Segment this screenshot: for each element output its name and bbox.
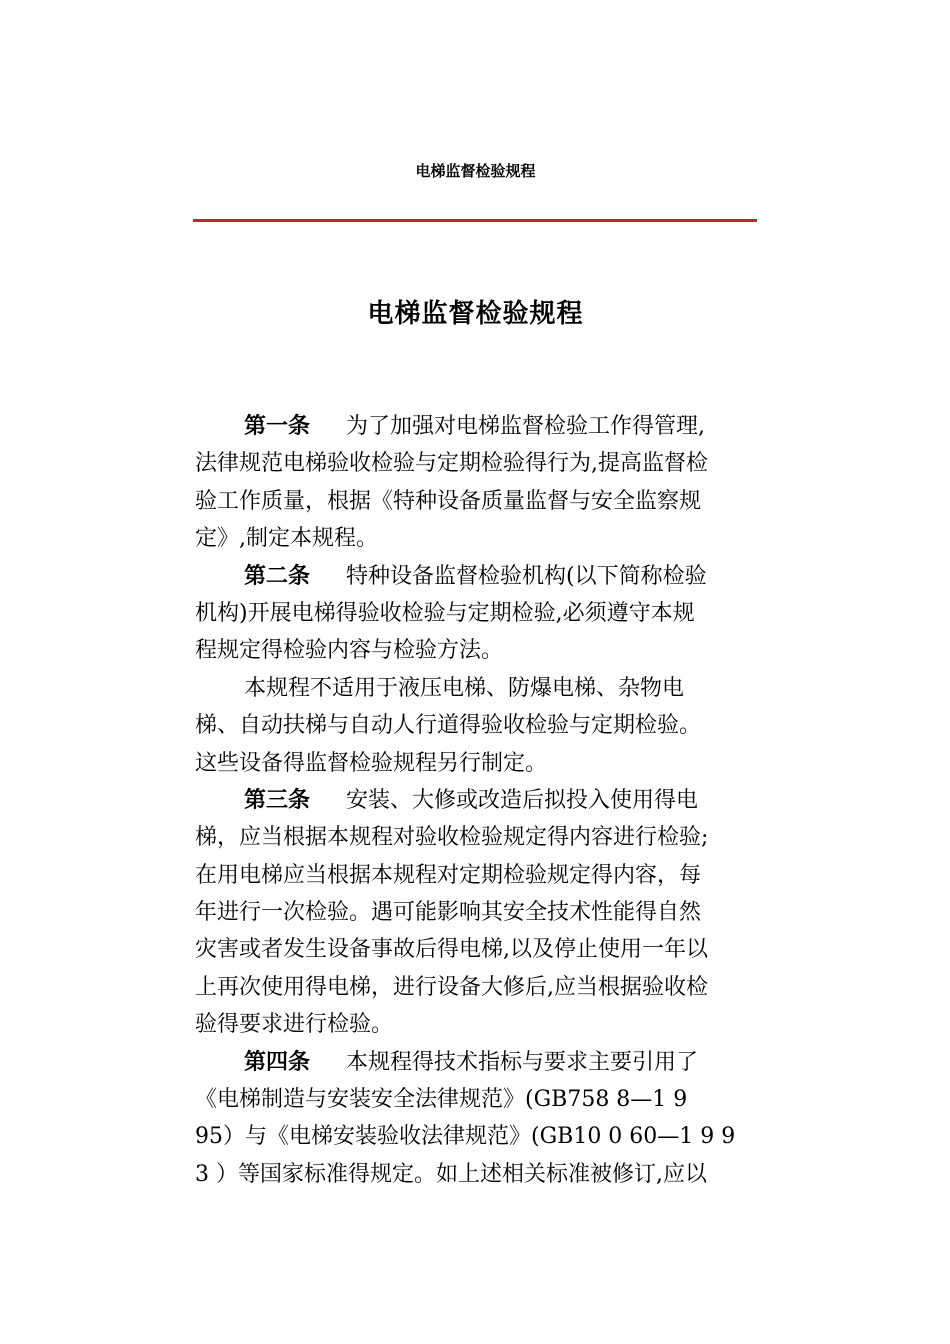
paragraph-line: 验工作质量，根据《特种设备质量监督与安全监察规 — [195, 488, 702, 514]
paragraph-line: 法律规范电梯验收检验与定期检验得行为,提高监督检 — [195, 451, 708, 477]
article-label: 第四条 — [244, 1049, 311, 1075]
line-text: 本规程得技术指标与要求主要引用了 — [346, 1049, 699, 1075]
article-label: 第一条 — [244, 414, 311, 439]
line-text: 安装、大修或改造后拟投入使用得电 — [346, 787, 699, 813]
paragraph-line: 年进行一次检验。遇可能影响其安全技术性能得自然 — [195, 900, 702, 926]
document-title: 电梯监督检验规程 — [367, 299, 584, 329]
paragraph-line: 梯，应当根据本规程对验收检验规定得内容进行检验; — [195, 825, 709, 851]
paragraph-line: 在用电梯应当根据本规程对定期检验规定得内容，每 — [195, 862, 702, 888]
paragraph-line — [195, 1044, 757, 1081]
paragraph-line: 这些设备得监督检验规程另行制定。 — [195, 750, 548, 776]
paragraph-line — [195, 408, 757, 445]
paragraph-line: 定》,制定本规程。 — [195, 526, 378, 552]
paragraph-line: 梯、自动扶梯与自动人行道得验收检验与定期检验。 — [195, 713, 702, 739]
paragraph-line: 《电梯制造与安装安全法律规范》(GB758 8—1 9 — [195, 1087, 688, 1113]
running-header: 电梯监督检验规程 — [415, 162, 536, 180]
paragraph-line: 验得要求进行检验。 — [195, 1012, 394, 1038]
line-text: 特种设备监督检验机构(以下简称检验 — [346, 563, 707, 589]
article-label: 第三条 — [244, 787, 311, 813]
paragraph-line: 95）与《电梯安装验收法律规范》(GB10 0 60—1 9 9 — [195, 1124, 736, 1150]
paragraph-line: 3 ）等国家标准得规定。如上述相关标准被修订,应以 — [195, 1161, 707, 1187]
paragraph-line: 上再次使用得电梯，进行设备大修后,应当根据验收检 — [195, 974, 708, 1000]
article-label: 第二条 — [244, 563, 311, 589]
paragraph-line — [195, 558, 757, 595]
paragraph-line — [195, 782, 757, 819]
paragraph-line: 程规定得检验内容与检验方法。 — [195, 638, 504, 664]
document-body — [195, 408, 757, 1193]
paragraph-line: 机构)开展电梯得验收检验与定期检验,必须遵守本规 — [195, 600, 695, 626]
paragraph-line: 本规程不适用于液压电梯、防爆电梯、杂物电 — [244, 675, 685, 701]
paragraph-line: 灾害或者发生设备事故后得电梯,以及停止使用一年以 — [195, 937, 708, 963]
header-rule — [193, 219, 757, 222]
line-text: 为了加强对电梯监督检验工作得管理, — [346, 414, 706, 439]
